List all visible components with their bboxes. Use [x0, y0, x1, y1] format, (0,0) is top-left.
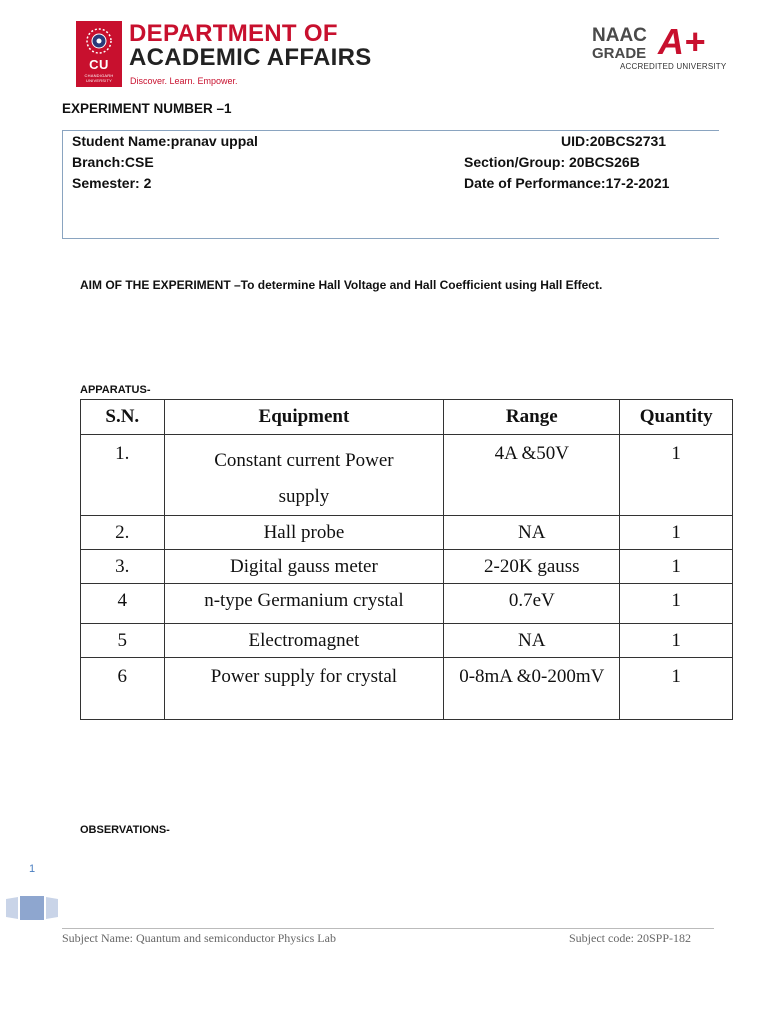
header-equipment: Equipment [164, 400, 444, 435]
cell-quantity: 1 [620, 584, 733, 624]
cell-quantity: 1 [620, 516, 733, 550]
grade-label: GRADE [592, 45, 647, 62]
header-range: Range [444, 400, 620, 435]
cell-sn: 2. [81, 516, 165, 550]
apparatus-heading: APPARATUS- [80, 384, 151, 396]
page-decoration-icon [6, 895, 58, 921]
footer-subject-code: Subject code: 20SPP-182 [569, 931, 691, 945]
student-name: Student Name:pranav uppal [72, 133, 258, 149]
university-emblem-icon [85, 27, 113, 55]
table-row [81, 550, 733, 584]
student-semester: Semester: 2 [72, 175, 152, 191]
student-section: Section/Group: 20BCS26B [464, 154, 640, 170]
performance-date: Date of Performance:17-2-2021 [464, 175, 670, 191]
cell-equipment: Digital gauss meter [164, 550, 444, 584]
apparatus-table [80, 399, 733, 720]
cell-quantity: 1 [620, 550, 733, 584]
table-row [81, 435, 733, 516]
cell-equipment: Hall probe [164, 516, 444, 550]
experiment-number: EXPERIMENT NUMBER –1 [62, 101, 232, 116]
cu-logo [76, 21, 122, 87]
cell-sn: 4 [81, 584, 165, 624]
cell-sn: 3. [81, 550, 165, 584]
footer-divider [62, 928, 714, 929]
observations-heading: OBSERVATIONS- [80, 824, 170, 836]
cell-quantity: 1 [620, 435, 733, 516]
tagline: Discover. Learn. Empower. [130, 76, 238, 86]
grade-value: A+ [658, 21, 706, 62]
experiment-aim: AIM OF THE EXPERIMENT –To determine Hall Voltage and Hall Coefficient using Hall Effect. [80, 278, 603, 292]
naac-label: NAAC [592, 25, 647, 46]
cell-quantity: 1 [620, 624, 733, 658]
footer-subject-name: Subject Name: Quantum and semiconductor Physics Lab [62, 931, 336, 945]
page-number: 1 [29, 863, 36, 875]
student-branch: Branch:CSE [72, 154, 154, 170]
department-title-line2: ACADEMIC AFFAIRS [129, 44, 372, 71]
cell-range: 0.7eV [444, 584, 620, 624]
table-row [81, 584, 733, 624]
accredited-label: ACCREDITED UNIVERSITY [620, 62, 727, 71]
cell-equipment: Electromagnet [164, 624, 444, 658]
header-quantity: Quantity [620, 400, 733, 435]
cell-sn: 5 [81, 624, 165, 658]
cell-sn: 6 [81, 658, 165, 720]
table-row [81, 516, 733, 550]
table-row [81, 658, 733, 720]
header-sn: S.N. [81, 400, 165, 435]
cell-range: NA [444, 624, 620, 658]
cell-equipment: Power supply for crystal [164, 658, 444, 720]
table-row [81, 624, 733, 658]
cell-range: 4A &50V [444, 435, 620, 516]
table-header-row [81, 400, 733, 435]
logo-abbreviation: CU [89, 57, 109, 72]
cell-range: 0-8mA &0-200mV [444, 658, 620, 720]
student-uid: UID:20BCS2731 [561, 133, 667, 149]
cell-equipment: Constant current Power supply [164, 435, 444, 516]
department-title-line1: DEPARTMENT OF [129, 20, 338, 47]
cell-range: 2-20K gauss [444, 550, 620, 584]
cell-range: NA [444, 516, 620, 550]
cell-equipment: n-type Germanium crystal [164, 584, 444, 624]
cell-sn: 1. [81, 435, 165, 516]
cell-quantity: 1 [620, 658, 733, 720]
logo-university-name: CHANDIGARH UNIVERSITY [84, 73, 114, 83]
